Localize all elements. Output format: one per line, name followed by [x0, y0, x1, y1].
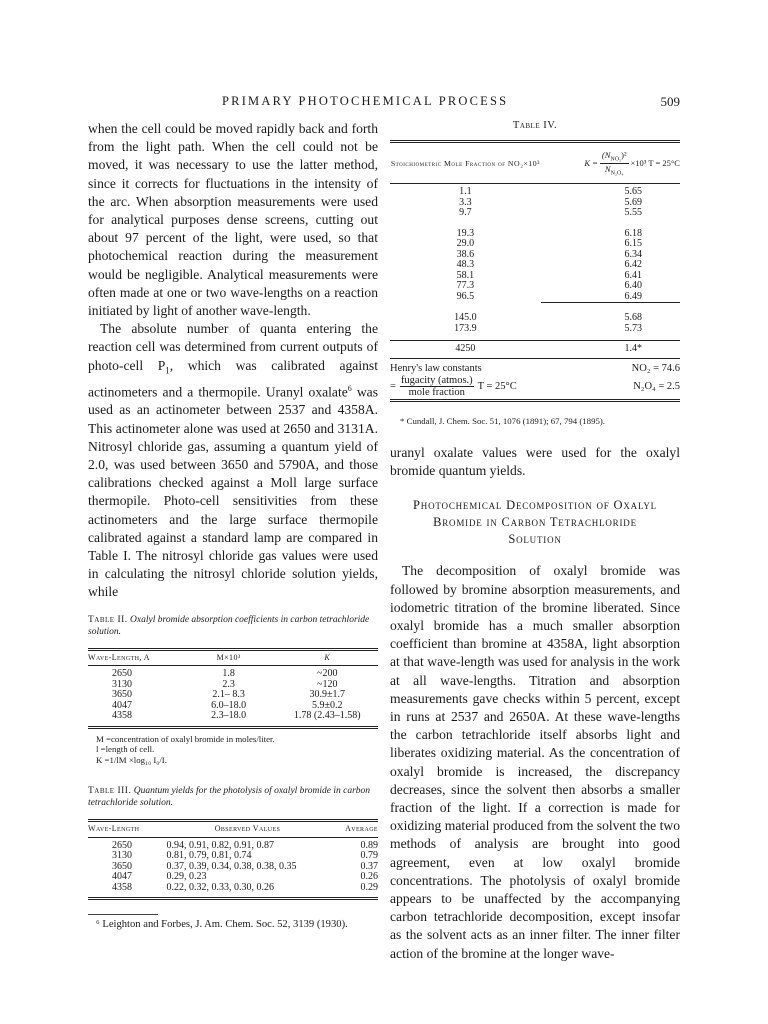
table-cell: 2.3–18.0 — [211, 710, 247, 722]
table-row — [390, 208, 680, 219]
table-cell: 2650 — [112, 839, 132, 851]
page-number: 509 — [660, 94, 680, 109]
section-title-line: Bromide in Carbon Tetrachloride — [433, 515, 637, 530]
running-title: PRIMARY PHOTOCHEMICAL PROCESS — [222, 94, 509, 108]
para-text: , which was calibrated against actinometers and a thermopile. Uranyl oxalate — [88, 357, 378, 400]
table-cell: 0.26 — [360, 871, 378, 883]
table-group — [390, 187, 680, 219]
henry-label: Henry's law constants — [390, 362, 482, 374]
column-header: K — [324, 652, 331, 662]
equals-sign: = — [390, 380, 396, 392]
table-3-caption — [88, 785, 378, 809]
table-footnote: * Cundall, J. Chem. Soc. 51, 1076 (1891); 67, 794 (1895). — [400, 415, 606, 426]
table-cell: 0.81, 0.79, 0.81, 0.74 — [166, 850, 252, 862]
body-paragraph: The decomposition of oxalyl bromide was followed by bromine absorption measurements, and iodometric titration of the bromine liberated. Since oxalyl bromide has a much smaller absorption coefficient than bromine at 4358A, light absorption at that wave-length was used for analysis in the work at all wave-lengths. Titration and absorption measurements gave checks within 5 percent, except in runs at 2537 and 2650A. At these wave-lengths the carbon tetrachloride itself absorbs light and liberates oxidizing material. As the concentration of oxalyl bromide is increased, the discrepancy decreases, since the solvent then absorbs a smaller fraction of the light. If a correction is made for oxidizing material produced from the solvent the two methods of analysis are brought into good agreement, even at low oxalyl bromide concentrations. The photolysis of oxalyl bromide appears to be unaffected by the accompanying carbon tetrachloride decomposition, except insofar as the solvent acts as an inner filter. The inner filter action of the bromine at the longer wave- — [390, 563, 680, 961]
table-cell: 5.55 — [624, 207, 642, 218]
table-cell: 0.89 — [360, 839, 378, 851]
table-cell: 2650 — [112, 668, 132, 680]
para-text: was used as an actinometer between 2537 and 4358A. This actinometer alone was used at 2650 and 3131A. Nitrosyl chloride gas, assuming a quantum yield of 2.0, was used between 3650 and 5790A, and those calibrations checked against a Moll large surface thermopile. Photo-cell sensitivities from these actinometers and the large surface thermopile calibrated against a standard lamp are compared in Table I. The nitrosyl chloride gas values were used in calculating the nitrosyl chloride solution yields, while — [88, 384, 378, 600]
column-header: M×10³ — [216, 652, 241, 662]
table-note: K =1/lM ×log₁₀ I₀/I. — [96, 754, 167, 765]
table-4-body — [390, 187, 680, 334]
table-cell: 30.9±1.7 — [309, 689, 345, 701]
table-row — [88, 872, 378, 883]
body-paragraph — [88, 320, 378, 601]
table-cell: 6.0–18.0 — [211, 699, 247, 711]
table-cell: 0.79 — [360, 850, 378, 862]
footnote: ⁶ Leighton and Forbes, J. Am. Chem. Soc. 52, 3139 (1930). — [96, 919, 348, 931]
table-cell: 5.68 — [624, 312, 642, 323]
table-cell: 1.4* — [624, 343, 642, 354]
table-cell: 96.5 — [456, 290, 475, 302]
table-cell: 0.37 — [360, 860, 378, 872]
table-cell: 1.8 — [222, 668, 235, 680]
table-rule — [88, 897, 378, 900]
table-cell: 48.3 — [456, 259, 475, 270]
table-cell: 58.1 — [456, 269, 475, 281]
table-cell: 0.94, 0.91, 0.82, 0.91, 0.87 — [166, 839, 274, 851]
table-cell: 0.22, 0.32, 0.33, 0.30, 0.26 — [166, 881, 274, 893]
table-row — [390, 187, 680, 198]
table-cell: 3650 — [112, 689, 132, 701]
table-2-grid — [88, 651, 378, 666]
table-cell: 1.1 — [459, 186, 472, 197]
table-rule — [88, 726, 378, 729]
table-group — [390, 313, 680, 334]
table-2-body — [88, 669, 378, 722]
henry-fraction-num: fugacity (atmos.) — [400, 374, 473, 386]
table-row — [390, 239, 680, 250]
table-cell: 3.3 — [459, 196, 472, 208]
table-4-header — [390, 143, 680, 183]
table-cell: 3130 — [112, 850, 132, 862]
table-cell: 6.34 — [624, 248, 642, 260]
table-cell: 4358 — [112, 710, 132, 722]
para-text: The absolute number of quanta entering the reaction cell was determined from current outputs of photo-cell P — [88, 321, 378, 373]
table-cell: 5.69 — [624, 196, 642, 208]
table-cell: 0.37, 0.39, 0.34, 0.38, 0.38, 0.35 — [166, 860, 297, 872]
table-row — [88, 711, 378, 722]
table-cell: 19.3 — [456, 227, 475, 239]
table-group — [390, 229, 680, 304]
table-row — [88, 690, 378, 701]
table-cell: ~120 — [317, 678, 338, 690]
table-cell: 6.41 — [624, 269, 642, 281]
table-3 — [88, 785, 378, 900]
table-cell: 6.18 — [624, 227, 642, 239]
column-header: Observed Values — [214, 824, 281, 834]
henry-no2: NO₂ = 74.6 — [631, 362, 680, 374]
body-paragraph: uranyl oxalate values were used for the oxalyl bromide quantum yields. — [390, 445, 680, 479]
table-cell: 145.0 — [454, 312, 477, 323]
section-heading — [390, 497, 680, 548]
table-row — [390, 260, 680, 271]
table-cell: 0.29 — [360, 881, 378, 893]
column-header: Stoichiometric Mole Fraction of NO₂×10³ — [390, 158, 540, 168]
table-cell: 173.9 — [454, 322, 477, 334]
table-cell: 4047 — [112, 871, 132, 883]
section-title-line: Solution — [508, 532, 562, 547]
table-row — [390, 313, 680, 324]
column-header: Wave-Length, A — [88, 652, 150, 662]
table-cell: 5.73 — [624, 322, 642, 334]
table-cell: 1.78 (2.43–1.58) — [293, 710, 361, 722]
table-cell: 38.6 — [456, 248, 475, 260]
caption-text: Quantum yields for the photolysis of oxalyl bromide in carbon tetrachloride solution. — [88, 786, 371, 809]
table-rule — [88, 837, 378, 838]
henry-n2o4: N₂O₄ = 2.5 — [633, 380, 680, 392]
table-3-grid — [88, 822, 378, 837]
table-cell: 4047 — [112, 699, 132, 711]
table-cell: 77.3 — [456, 280, 475, 291]
table-cell: 2.3 — [222, 678, 235, 690]
table-row — [88, 851, 378, 862]
table-row — [390, 344, 680, 355]
column-header: Wave-Length — [88, 824, 140, 834]
table-cell: 29.0 — [456, 238, 475, 249]
table-cell: 6.40 — [624, 280, 642, 291]
table-cell: 3130 — [112, 678, 132, 690]
table-cell: 3650 — [112, 860, 132, 872]
table-3-body — [88, 841, 378, 894]
table-row — [390, 281, 680, 292]
k-symbol: K = — [584, 158, 598, 168]
subscript: 1 — [165, 365, 170, 376]
header-tail: ×10³ T = 25°C — [630, 158, 680, 168]
table-row — [88, 883, 378, 894]
table-label: Table III. — [88, 786, 132, 797]
table-cell: 5.65 — [624, 186, 642, 197]
right-column — [390, 120, 680, 963]
table-rule — [390, 183, 680, 184]
body-paragraph: when the cell could be moved rapidly back and forth from the light path. When the cell could not be moved, it was necessary to use the latter method, since it corrects for fluctuations in the intensity of the arc. When absorption measurements were used for analytical purposes dense screens, cutting out about 97 percent of the light, were used, so that photochemical reaction during the measurement would be negligible. Analytical measurements were often made at one or two wave-lengths on a reaction initiated by light of another wave-length. — [88, 121, 378, 319]
caption-text: Oxalyl bromide absorption coefficients in carbon tetrachloride solution. — [88, 614, 370, 637]
table-2 — [88, 614, 378, 766]
page-header — [88, 94, 680, 110]
table-cell: 4358 — [112, 881, 132, 893]
table-cell: 6.49 — [541, 292, 680, 303]
table-label: Table II. — [88, 614, 128, 625]
column-header: Average — [345, 824, 378, 834]
table-rule — [88, 665, 378, 666]
table-cell: 0.29, 0.23 — [166, 871, 207, 883]
table-cell: 4250 — [455, 343, 476, 354]
table-cell: 6.42 — [624, 259, 642, 270]
table-cell: 2.1– 8.3 — [212, 689, 245, 701]
table-rule — [390, 340, 680, 341]
table-cell: 5.9±0.2 — [311, 699, 343, 711]
table-4 — [390, 120, 680, 426]
henry-block — [390, 359, 680, 399]
footnote-ref: 6 — [347, 383, 352, 393]
henry-fraction-den: mole fraction — [408, 386, 465, 398]
table-label: Table IV. — [512, 120, 558, 131]
section-title-line: Photochemical Decomposition of Oxalyl — [413, 498, 657, 513]
table-row — [390, 324, 680, 335]
column-header — [541, 150, 680, 176]
fraction-num-sup: )² — [621, 149, 627, 160]
table-cell: ~200 — [317, 668, 338, 680]
table-row — [390, 292, 680, 303]
table-cell: 9.7 — [459, 207, 472, 218]
table-row — [88, 669, 378, 680]
table-rule — [390, 399, 680, 402]
table-note: l =length of cell. — [96, 744, 155, 755]
table-cell: 6.15 — [624, 238, 642, 249]
fraction-num-sub: NO₂ — [610, 156, 622, 163]
left-column — [88, 120, 378, 932]
fraction-den: N — [604, 163, 611, 174]
table-2-caption — [88, 614, 378, 638]
table-4-final — [390, 344, 680, 355]
henry-temp: T = 25°C — [477, 380, 517, 392]
fraction-num: (N — [601, 149, 611, 160]
fraction-den-sub: N₂O₄ — [610, 170, 624, 177]
table-note: M =concentration of oxalyl bromide in moles/liter. — [96, 733, 275, 744]
